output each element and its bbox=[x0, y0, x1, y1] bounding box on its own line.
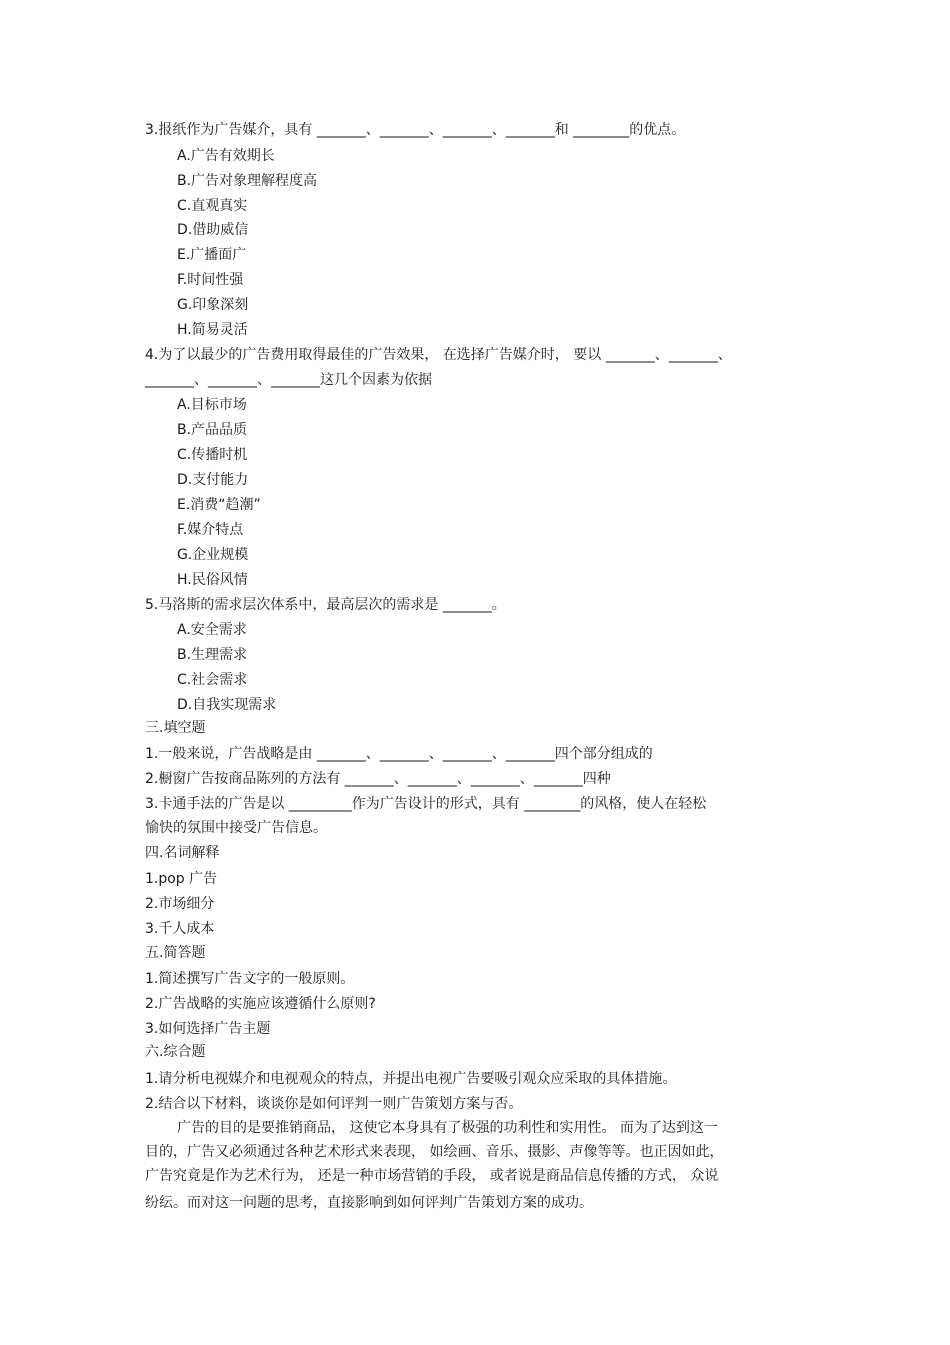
q3-option-g: G.印象深刻 bbox=[177, 297, 249, 313]
q4-option-d: D.支付能力 bbox=[177, 472, 249, 488]
q4-option-e: E.消费“趋潮” bbox=[177, 497, 261, 513]
q5-option-b: B.生理需求 bbox=[177, 647, 248, 663]
q5-option-d: D.自我实现需求 bbox=[177, 697, 277, 713]
section-3-item-2: 2.橱窗广告按商品陈列的方法有 _______、_______、_______、_______四种 bbox=[145, 771, 611, 787]
q3-option-e: E.广播面广 bbox=[177, 247, 247, 263]
section-3-item-1: 1.一般来说，广告战略是由 _______、_______、_______、_______四个部分组成的 bbox=[145, 746, 653, 762]
section-3-title: 三.填空题 bbox=[145, 720, 206, 736]
q3-option-c: C.直观真实 bbox=[177, 198, 248, 214]
q4-option-a: A.目标市场 bbox=[177, 397, 247, 413]
q4-option-f: F.媒介特点 bbox=[177, 522, 244, 538]
q5-option-a: A.安全需求 bbox=[177, 622, 247, 638]
q3-option-a: A.广告有效期长 bbox=[177, 148, 275, 164]
section-4-title: 四.名词解释 bbox=[145, 845, 220, 861]
q5-option-c: C.社会需求 bbox=[177, 672, 248, 688]
q3-option-f: F.时间性强 bbox=[177, 272, 244, 288]
question-3-stem: 3.报纸作为广告媒介，具有 _______、_______、_______、_______和 ________的优点。 bbox=[145, 122, 686, 138]
section-3-item-3: 3.卡通手法的广告是以 _________作为广告设计的形式，具有 ________的风格，使人在轻松 bbox=[145, 796, 707, 812]
passage-line-3: 广告究竟是作为艺术行为， 还是一种市场营销的手段， 或者说是商品信息传播的方式， 众说 bbox=[145, 1168, 719, 1184]
section-5-item-3: 3.如何选择广告主题 bbox=[145, 1021, 271, 1037]
passage-line-2: 目的，广告又必须通过各种艺术形式来表现， 如绘画、音乐、摄影、声像等等。也正因如此， bbox=[145, 1144, 724, 1160]
section-5-item-1: 1.简述撰写广告文字的一般原则。 bbox=[145, 971, 355, 987]
section-5-item-2: 2.广告战略的实施应该遵循什么原则? bbox=[145, 996, 376, 1012]
q4-option-b: B.产品品质 bbox=[177, 422, 248, 438]
question-4-stem-line2: _______、_______、_______这几个因素为依据 bbox=[145, 372, 432, 388]
section-6-title: 六.综合题 bbox=[145, 1044, 206, 1060]
q4-option-c: C.传播时机 bbox=[177, 447, 248, 463]
section-4-item-1: 1.pop 广告 bbox=[145, 871, 218, 887]
section-3-item-3-cont: 愉快的氛围中接受广告信息。 bbox=[145, 820, 327, 836]
q4-option-h: H.民俗风情 bbox=[177, 572, 248, 588]
section-4-item-3: 3.千人成本 bbox=[145, 921, 215, 937]
q3-option-d: D.借助威信 bbox=[177, 222, 249, 238]
question-5-stem: 5.马洛斯的需求层次体系中，最高层次的需求是 _______。 bbox=[145, 597, 506, 613]
passage-line-1: 广告的目的是要推销商品， 这使它本身具有了极强的功利性和实用性。 而为了达到这一 bbox=[177, 1120, 718, 1136]
section-5-title: 五.简答题 bbox=[145, 945, 206, 961]
q3-option-b: B.广告对象理解程度高 bbox=[177, 173, 318, 189]
section-4-item-2: 2.市场细分 bbox=[145, 896, 215, 912]
question-4-stem-line1: 4.为了以最少的广告费用取得最佳的广告效果， 在选择广告媒介时， 要以 _______、_______、 bbox=[145, 347, 732, 363]
section-6-item-1: 1.请分析电视媒介和电视观众的特点，并提出电视广告要吸引观众应采取的具体措施。 bbox=[145, 1071, 677, 1087]
section-6-item-2: 2.结合以下材料，谈谈你是如何评判一则广告策划方案与否。 bbox=[145, 1096, 523, 1112]
q4-option-g: G.企业规模 bbox=[177, 547, 249, 563]
passage-line-4: 纷纭。而对这一问题的思考，直接影响到如何评判广告策划方案的成功。 bbox=[145, 1195, 593, 1211]
q3-option-h: H.简易灵活 bbox=[177, 322, 248, 338]
